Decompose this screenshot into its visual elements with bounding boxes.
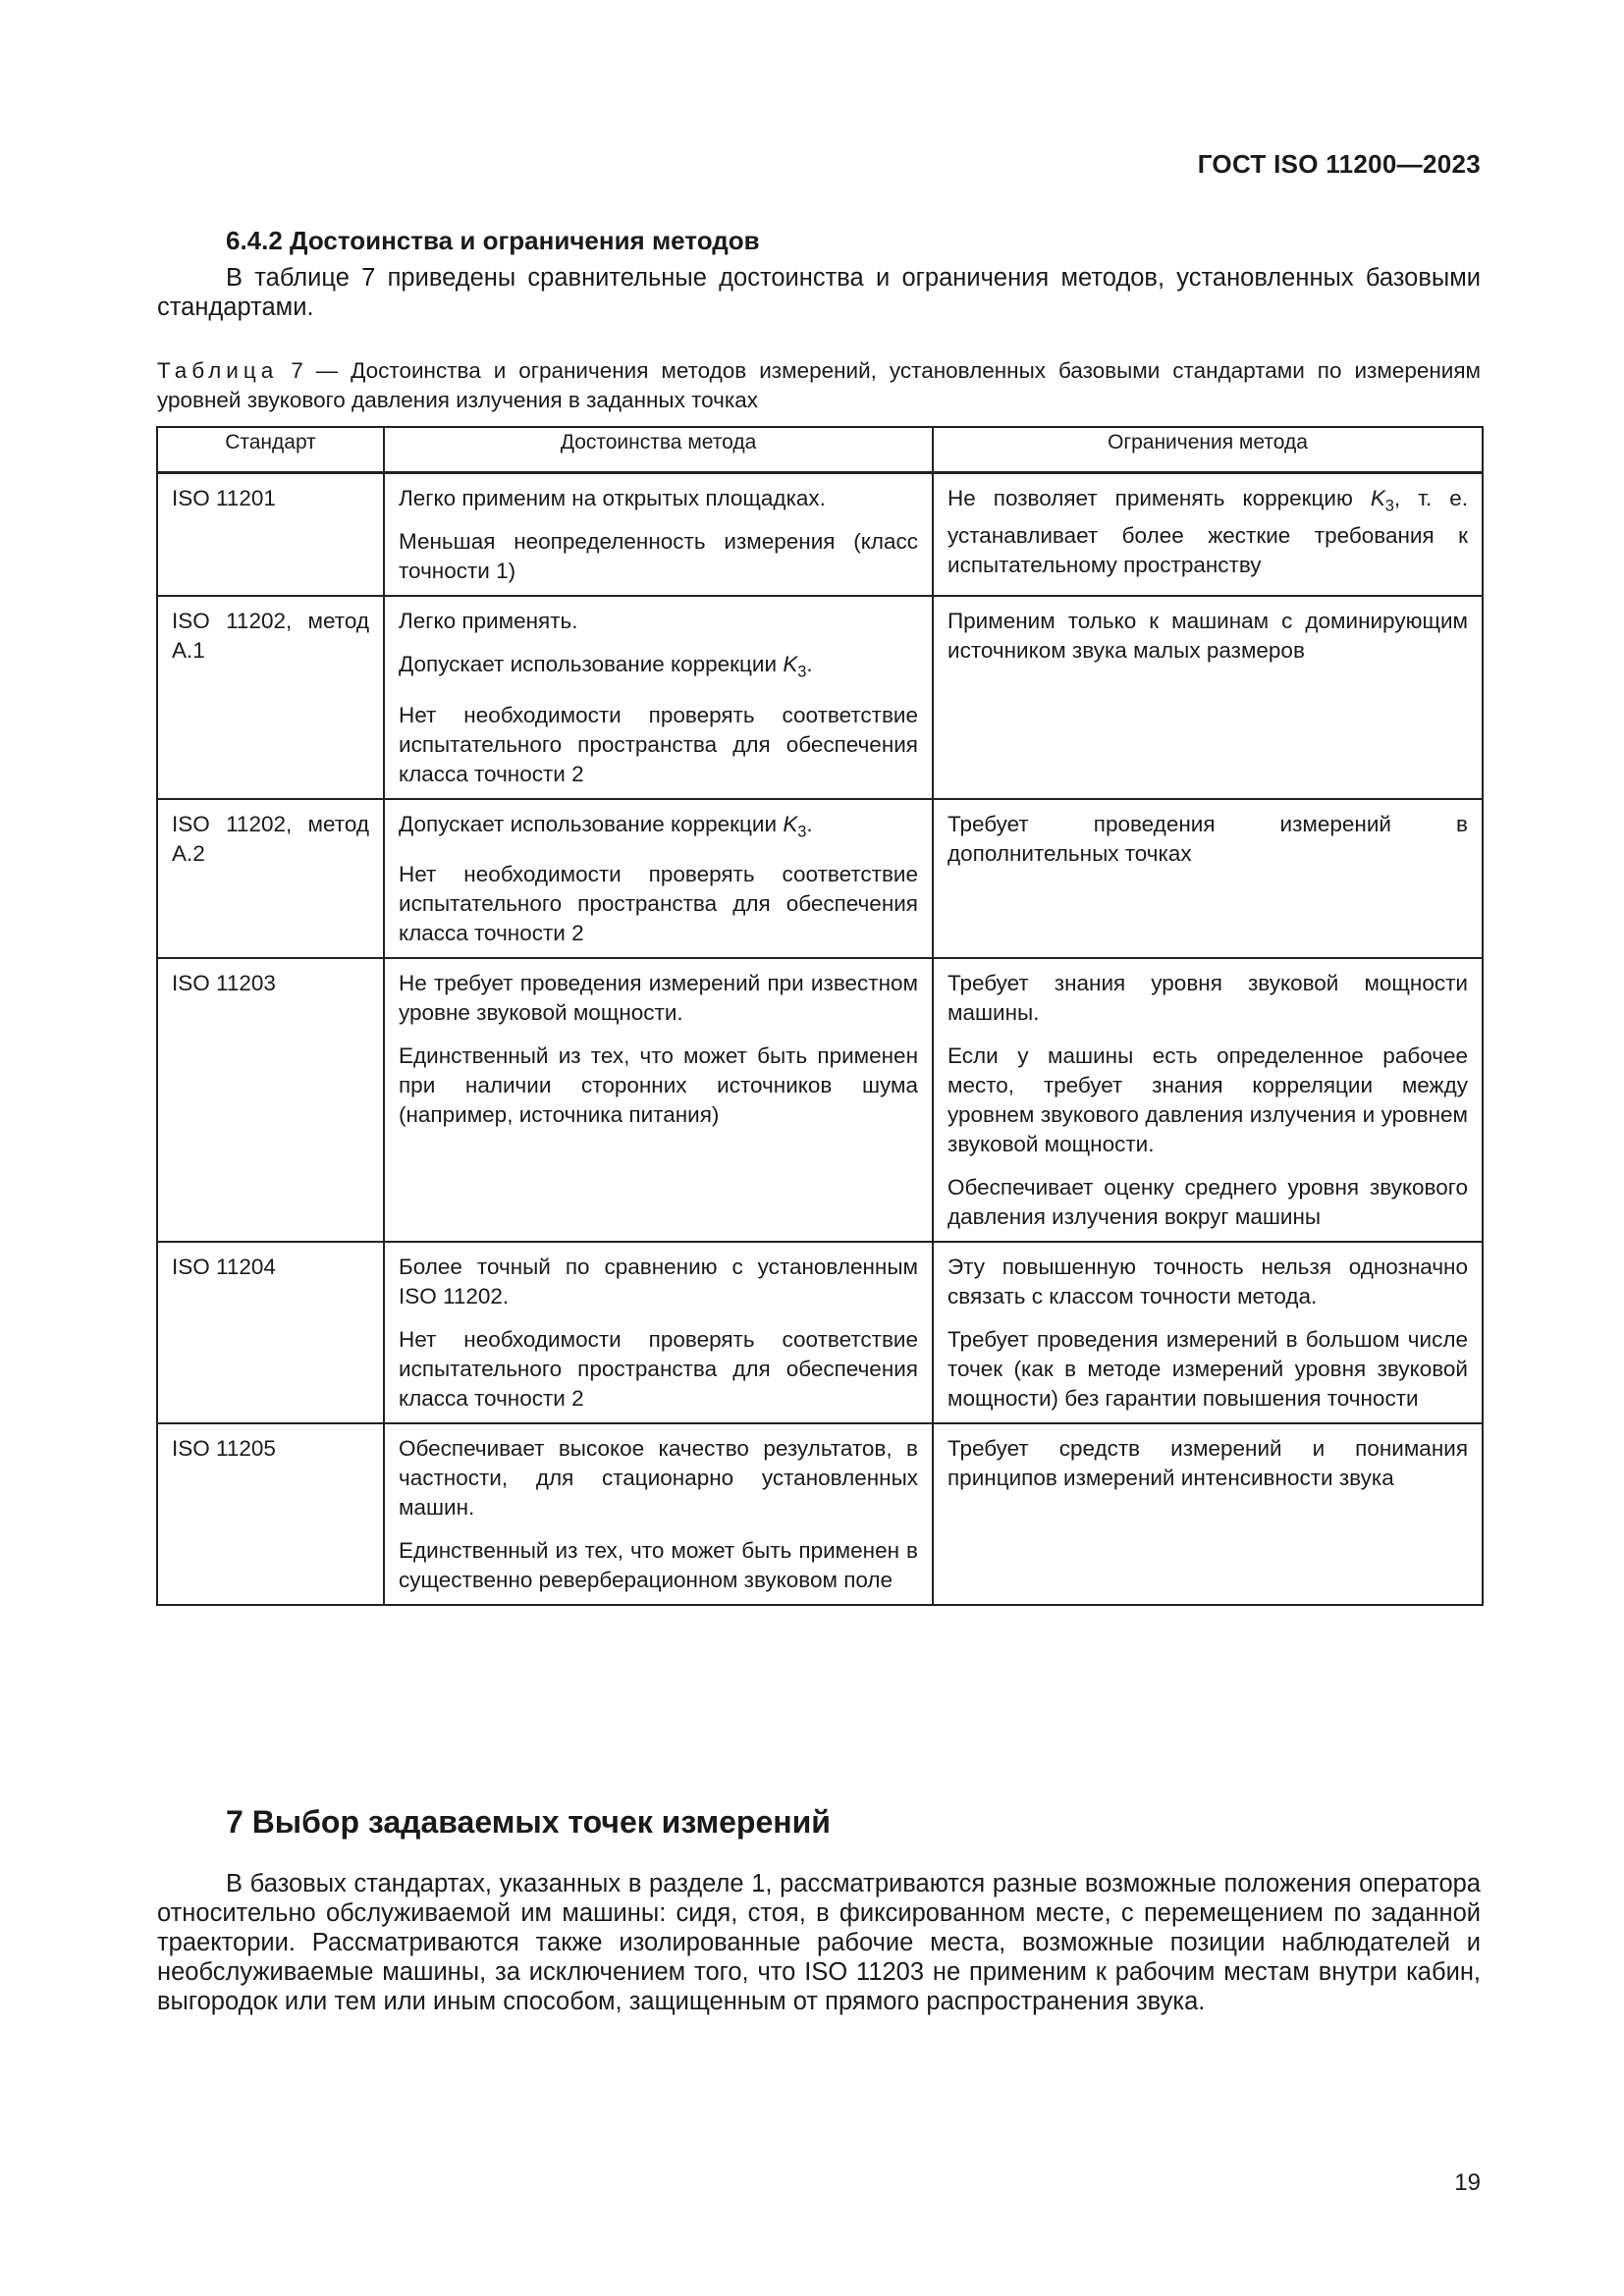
limitation-text: Если у машины есть определенное рабочее место, требует знания корреляции между уровнем звукового давления излучения и уровнем звуковой мощности. [947, 1043, 1468, 1156]
table-row [157, 596, 1483, 799]
section-paragraph: В базовых стандартах, указанных в разделе 1, рассматриваются разные возможные положения оператора относительно обслуживаемой им машины: сидя, стоя, в фиксированном месте, с перемещением по заданной траектории. Рассматриваются также изолированные рабочие места, возможные позиции наблюдателей и необслуживаемые машины, за исключением того, что ISO 11203 не применим к рабочим местам внутри кабин, выгородок или тем или иным способом, защищенным от прямого распространения звука. [157, 1870, 1481, 2015]
limitations-cell [933, 1423, 1483, 1605]
table-header-row [157, 427, 1483, 473]
table-caption-label: Таблица [157, 358, 279, 383]
advantages-cell [384, 1242, 933, 1423]
page-number: 19 [1454, 2169, 1481, 2196]
limitation-text: Требует проведения измерений в дополнительных точках [947, 811, 1468, 866]
limitation-text: Не позволяет применять коррекцию $K_3$, т. е. устанавливает более жесткие требования к испытательному пространству [947, 486, 1468, 577]
intro-paragraph: В таблице 7 приведены сравнительные достоинства и ограничения методов, установленных базовыми стандартами. [157, 264, 1481, 321]
limitations-cell [933, 596, 1483, 799]
table-caption-text: 7 — Достоинства и ограничения методов измерений, установленных базовыми стандартами по измерениям уровней звукового давления излучения в заданных точках [157, 358, 1481, 412]
table-row [157, 799, 1483, 959]
advantage-text: Более точный по сравнению с установленным ISO 11202. [399, 1255, 918, 1308]
advantages-cell [384, 799, 933, 959]
standard-cell: ISO 11204 [157, 1242, 384, 1423]
limitations-cell [933, 799, 1483, 959]
standard-cell: ISO 11202, метод А.1 [157, 596, 384, 799]
table-row [157, 958, 1483, 1242]
advantage-text: Нет необходимости проверять соответствие испытательного пространства для обеспечения класса точности 2 [399, 702, 918, 786]
limitation-text: Требует проведения измерений в большом числе точек (как в методе измерений уровня звуковой мощности) без гарантии повышения точности [947, 1327, 1468, 1411]
table-row [157, 1423, 1483, 1605]
limitation-text: Применим только к машинам с доминирующим источником звука малых размеров [947, 609, 1468, 663]
advantage-text: Единственный из тех, что может быть применен при наличии сторонних источников шума (например, источника питания) [399, 1043, 918, 1127]
limitation-text: Обеспечивает оценку среднего уровня звукового давления излучения вокруг машины [947, 1175, 1468, 1229]
limitations-cell [933, 958, 1483, 1242]
advantage-text: Легко применим на открытых площадках. [399, 486, 826, 510]
advantages-cell [384, 958, 933, 1242]
table-row [157, 473, 1483, 597]
limitation-text: Требует знания уровня звуковой мощности машины. [947, 971, 1468, 1025]
standard-cell: ISO 11201 [157, 473, 384, 597]
column-header-advantages: Достоинства метода [384, 427, 933, 473]
column-header-limitations: Ограничения метода [933, 427, 1483, 473]
table-row [157, 1242, 1483, 1423]
advantage-text: Допускает использование коррекции $K_3$. [399, 811, 813, 840]
advantage-text: Единственный из тех, что может быть применен в существенно реверберационном звуковом поле [399, 1538, 918, 1592]
advantage-text: Легко применять. [399, 609, 578, 633]
advantage-text: Нет необходимости проверять соответствие испытательного пространства для обеспечения класса точности 2 [399, 862, 918, 945]
advantages-cell [384, 1423, 933, 1605]
advantage-text: Обеспечивает высокое качество результатов, в частности, для стационарно установленных машин. [399, 1436, 918, 1520]
limitation-text: Требует средств измерений и понимания принципов измерений интенсивности звука [947, 1436, 1468, 1490]
section-title: 7 Выбор задаваемых точек измерений [226, 1804, 831, 1840]
standard-cell: ISO 11202, метод А.2 [157, 799, 384, 959]
advantages-cell [384, 473, 933, 597]
limitations-cell [933, 1242, 1483, 1423]
advantages-cell [384, 596, 933, 799]
limitations-cell [933, 473, 1483, 597]
limitation-text: Эту повышенную точность нельзя однозначно связать с классом точности метода. [947, 1255, 1468, 1308]
table-body [157, 473, 1483, 1606]
advantage-text: Допускает использование коррекции $K_3$. [399, 652, 813, 681]
advantage-text: Меньшая неопределенность измерения (класс точности 1) [399, 529, 918, 583]
column-header-standard: Стандарт [157, 427, 384, 473]
subsection-title: 6.4.2 Достоинства и ограничения методов [226, 226, 760, 255]
advantage-text: Не требует проведения измерений при известном уровне звуковой мощности. [399, 971, 918, 1025]
standard-cell: ISO 11205 [157, 1423, 384, 1605]
document-header: ГОСТ ISO 11200—2023 [1197, 149, 1481, 179]
table-caption [157, 356, 1481, 415]
advantage-text: Нет необходимости проверять соответствие испытательного пространства для обеспечения класса точности 2 [399, 1327, 918, 1411]
standard-cell: ISO 11203 [157, 958, 384, 1242]
comparison-table [156, 426, 1484, 1606]
